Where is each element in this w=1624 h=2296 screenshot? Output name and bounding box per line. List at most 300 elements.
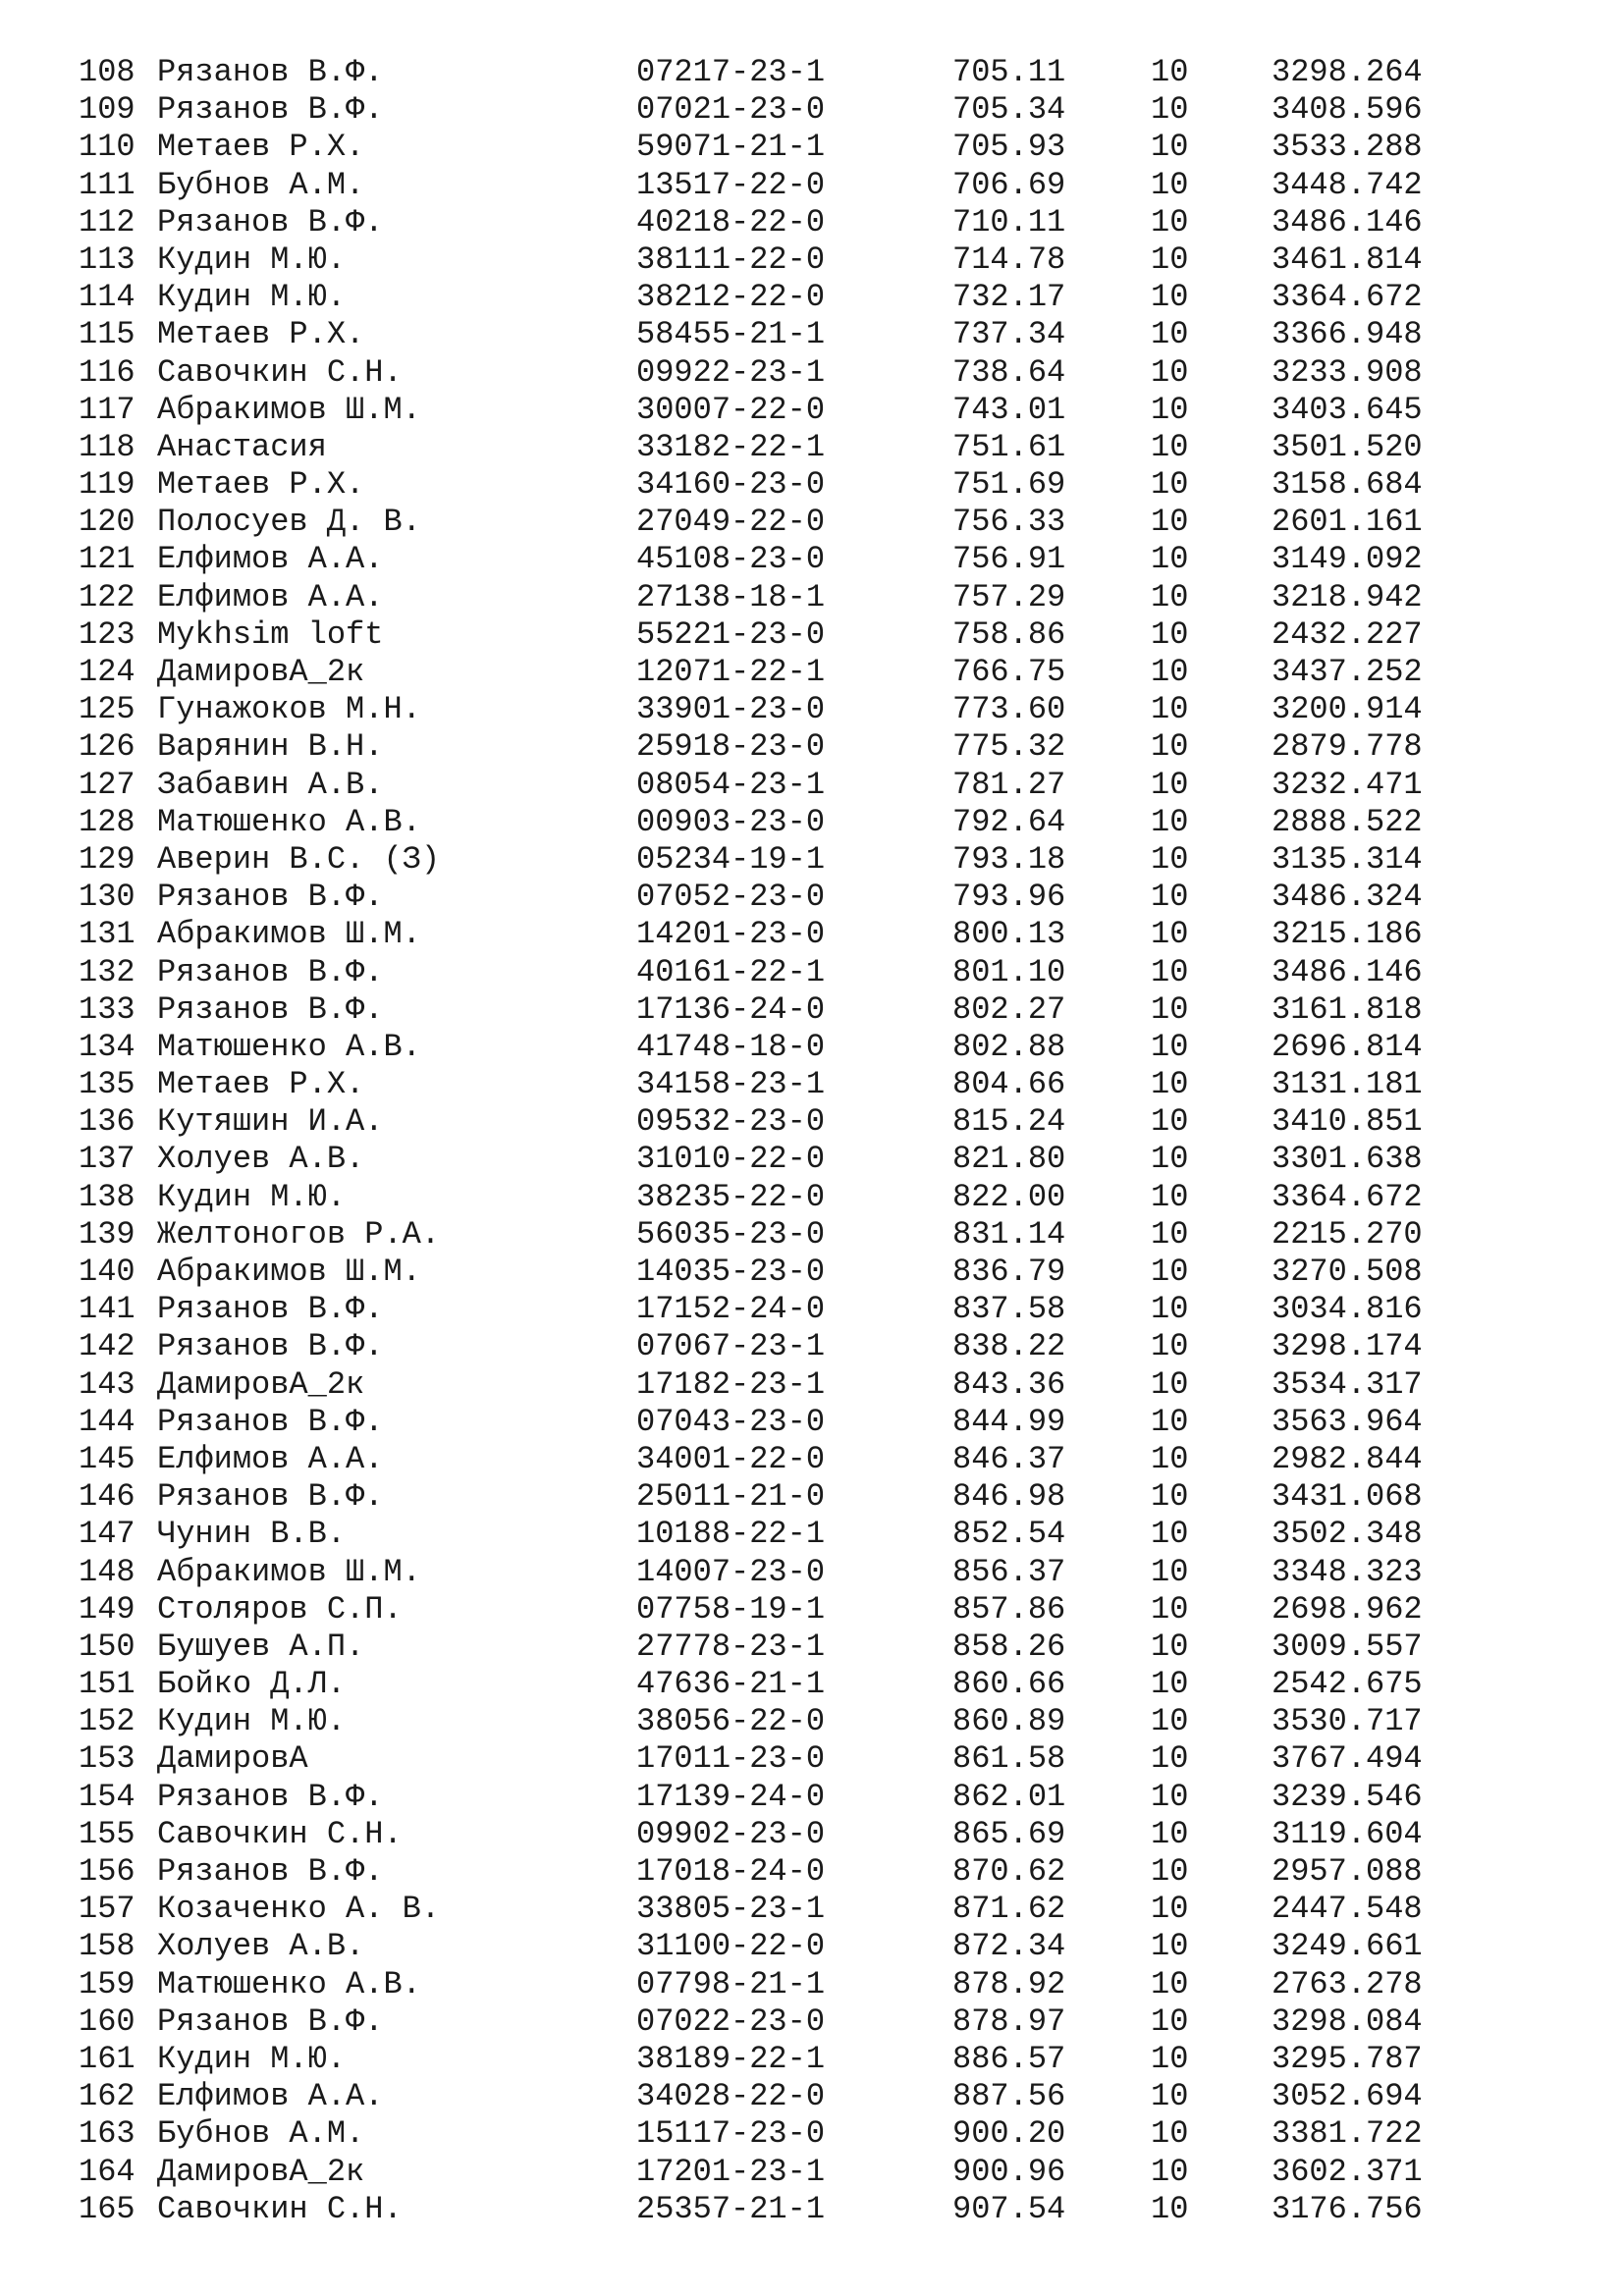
total: 2432.227 — [1272, 615, 1423, 653]
person-name: Кудин М.Ю. — [157, 279, 347, 316]
quantity: 10 — [1151, 1215, 1189, 1253]
total: 3348.323 — [1272, 1553, 1423, 1590]
person-name: Рязанов В.Ф. — [157, 1778, 384, 1815]
value: 836.79 — [952, 1254, 1066, 1290]
person-name: Варянин В.Н. — [157, 728, 384, 766]
quantity: 10 — [1151, 1328, 1189, 1365]
record-code: 34160-23-0 — [636, 466, 826, 504]
total: 3295.787 — [1272, 2040, 1423, 2077]
data-table — [0, 54, 1624, 2228]
record-code: 34001-22-0 — [636, 1440, 826, 1477]
person-name: Рязанов В.Ф. — [157, 91, 384, 129]
row-number: 118 — [79, 428, 135, 465]
row-number: 130 — [79, 879, 135, 916]
record-code: 33805-23-1 — [636, 1891, 826, 1928]
row-number: 129 — [79, 840, 135, 878]
person-name: Холуев А.В. — [157, 1928, 365, 1965]
person-name: Желтоногов Р.А. — [157, 1215, 441, 1253]
row-number: 137 — [79, 1141, 135, 1178]
person-name: Столяров С.П. — [157, 1590, 403, 1628]
quantity: 10 — [1151, 2115, 1189, 2153]
table-row — [0, 1629, 1624, 1666]
person-name: Абракимов Ш.М. — [157, 1254, 421, 1290]
record-code: 47636-21-1 — [636, 1666, 826, 1703]
record-code: 33182-22-1 — [636, 428, 826, 465]
table-row — [0, 654, 1624, 691]
person-name: Савочкин С.Н. — [157, 1815, 403, 1852]
table-row — [0, 1591, 1624, 1629]
row-number: 156 — [79, 1853, 135, 1890]
quantity: 10 — [1151, 615, 1189, 653]
table-row — [0, 91, 1624, 129]
row-number: 125 — [79, 691, 135, 728]
record-code: 27138-18-1 — [636, 578, 826, 615]
total: 3448.742 — [1272, 166, 1423, 203]
record-code: 14035-23-0 — [636, 1254, 826, 1290]
row-number: 150 — [79, 1628, 135, 1665]
quantity: 10 — [1151, 990, 1189, 1028]
row-number: 162 — [79, 2078, 135, 2115]
quantity: 10 — [1151, 1891, 1189, 1928]
row-number: 126 — [79, 728, 135, 766]
total: 3486.146 — [1272, 953, 1423, 990]
total: 3200.914 — [1272, 691, 1423, 728]
person-name: Рязанов В.Ф. — [157, 203, 384, 240]
table-row — [0, 728, 1624, 766]
quantity: 10 — [1151, 2078, 1189, 2115]
record-code: 27049-22-0 — [636, 504, 826, 541]
total: 3218.942 — [1272, 578, 1423, 615]
value: 751.69 — [952, 466, 1066, 504]
value: 886.57 — [952, 2040, 1066, 2077]
record-code: 25918-23-0 — [636, 728, 826, 766]
table-row — [0, 2191, 1624, 2228]
quantity: 10 — [1151, 1365, 1189, 1403]
row-number: 128 — [79, 803, 135, 840]
quantity: 10 — [1151, 578, 1189, 615]
record-code: 17011-23-0 — [636, 1740, 826, 1778]
value: 705.93 — [952, 129, 1066, 166]
total: 3249.661 — [1272, 1928, 1423, 1965]
quantity: 10 — [1151, 1553, 1189, 1590]
value: 766.75 — [952, 654, 1066, 690]
table-row — [0, 616, 1624, 654]
quantity: 10 — [1151, 353, 1189, 391]
record-code: 41748-18-0 — [636, 1028, 826, 1065]
row-number: 138 — [79, 1178, 135, 1215]
person-name: Кудин М.Ю. — [157, 1178, 347, 1215]
quantity: 10 — [1151, 1516, 1189, 1553]
quantity: 10 — [1151, 879, 1189, 916]
table-row — [0, 1740, 1624, 1778]
quantity: 10 — [1151, 840, 1189, 878]
record-code: 07022-23-0 — [636, 2002, 826, 2040]
total: 3158.684 — [1272, 466, 1423, 504]
person-name: Анастасия — [157, 428, 327, 465]
quantity: 10 — [1151, 1066, 1189, 1103]
quantity: 10 — [1151, 953, 1189, 990]
table-row — [0, 1291, 1624, 1328]
total: 2879.778 — [1272, 728, 1423, 766]
value: 831.14 — [952, 1215, 1066, 1253]
value: 878.97 — [952, 2002, 1066, 2040]
table-row — [0, 1179, 1624, 1216]
record-code: 07052-23-0 — [636, 879, 826, 916]
value: 756.91 — [952, 541, 1066, 578]
record-code: 15117-23-0 — [636, 2115, 826, 2153]
total: 3298.264 — [1272, 54, 1423, 90]
total: 3437.252 — [1272, 654, 1423, 690]
quantity: 10 — [1151, 166, 1189, 203]
total: 3298.174 — [1272, 1328, 1423, 1365]
total: 3530.717 — [1272, 1703, 1423, 1740]
table-row — [0, 2115, 1624, 2153]
table-row — [0, 167, 1624, 204]
record-code: 58455-21-1 — [636, 316, 826, 353]
row-number: 116 — [79, 353, 135, 391]
row-number: 113 — [79, 240, 135, 278]
person-name: Рязанов В.Ф. — [157, 54, 384, 90]
value: 843.36 — [952, 1365, 1066, 1403]
table-row — [0, 504, 1624, 541]
table-row — [0, 1066, 1624, 1103]
total: 3366.948 — [1272, 316, 1423, 353]
record-code: 59071-21-1 — [636, 129, 826, 166]
value: 802.88 — [952, 1028, 1066, 1065]
value: 775.32 — [952, 728, 1066, 766]
record-code: 17182-23-1 — [636, 1365, 826, 1403]
record-code: 12071-22-1 — [636, 654, 826, 690]
value: 706.69 — [952, 166, 1066, 203]
value: 846.37 — [952, 1440, 1066, 1477]
row-number: 160 — [79, 2002, 135, 2040]
record-code: 17136-24-0 — [636, 990, 826, 1028]
person-name: Бушуев А.П. — [157, 1628, 365, 1665]
person-name: Холуев А.В. — [157, 1141, 365, 1178]
value: 705.34 — [952, 91, 1066, 129]
value: 862.01 — [952, 1778, 1066, 1815]
person-name: ДамировА — [157, 1740, 308, 1778]
person-name: Абракимов Ш.М. — [157, 1553, 421, 1590]
total: 3270.508 — [1272, 1254, 1423, 1290]
person-name: ДамировА_2к — [157, 654, 365, 690]
row-number: 117 — [79, 391, 135, 428]
value: 846.98 — [952, 1478, 1066, 1516]
value: 878.92 — [952, 1965, 1066, 2002]
value: 773.60 — [952, 691, 1066, 728]
total: 3149.092 — [1272, 541, 1423, 578]
record-code: 07758-19-1 — [636, 1590, 826, 1628]
record-code: 08054-23-1 — [636, 766, 826, 803]
total: 2888.522 — [1272, 803, 1423, 840]
row-number: 146 — [79, 1478, 135, 1516]
table-row — [0, 1216, 1624, 1254]
total: 3233.908 — [1272, 353, 1423, 391]
record-code: 10188-22-1 — [636, 1516, 826, 1553]
record-code: 38056-22-0 — [636, 1703, 826, 1740]
record-code: 38235-22-0 — [636, 1178, 826, 1215]
table-row — [0, 1703, 1624, 1740]
table-row — [0, 954, 1624, 991]
value: 710.11 — [952, 203, 1066, 240]
total: 3364.672 — [1272, 279, 1423, 316]
person-name: Метаев Р.Х. — [157, 316, 365, 353]
total: 2698.962 — [1272, 1590, 1423, 1628]
record-code: 31010-22-0 — [636, 1141, 826, 1178]
person-name: Забавин А.В. — [157, 766, 384, 803]
table-row — [0, 2078, 1624, 2115]
person-name: Елфимов А.А. — [157, 541, 384, 578]
table-row — [0, 541, 1624, 578]
record-code: 14201-23-0 — [636, 916, 826, 953]
total: 3410.851 — [1272, 1103, 1423, 1141]
table-row — [0, 1666, 1624, 1703]
person-name: Рязанов В.Ф. — [157, 953, 384, 990]
quantity: 10 — [1151, 279, 1189, 316]
row-number: 155 — [79, 1815, 135, 1852]
total: 3131.181 — [1272, 1066, 1423, 1103]
quantity: 10 — [1151, 1778, 1189, 1815]
record-code: 34028-22-0 — [636, 2078, 826, 2115]
total: 3486.146 — [1272, 203, 1423, 240]
table-row — [0, 991, 1624, 1029]
row-number: 154 — [79, 1778, 135, 1815]
person-name: Рязанов В.Ф. — [157, 2002, 384, 2040]
quantity: 10 — [1151, 1815, 1189, 1852]
value: 822.00 — [952, 1178, 1066, 1215]
record-code: 25011-21-0 — [636, 1478, 826, 1516]
value: 714.78 — [952, 240, 1066, 278]
quantity: 10 — [1151, 1965, 1189, 2002]
table-row — [0, 1254, 1624, 1291]
record-code: 17201-23-1 — [636, 2153, 826, 2190]
table-row — [0, 879, 1624, 916]
table-row — [0, 1779, 1624, 1816]
quantity: 10 — [1151, 1440, 1189, 1477]
person-name: Mykhsim loft — [157, 615, 384, 653]
value: 858.26 — [952, 1628, 1066, 1665]
quantity: 10 — [1151, 2190, 1189, 2227]
row-number: 115 — [79, 316, 135, 353]
row-number: 136 — [79, 1103, 135, 1141]
person-name: Матюшенко А.В. — [157, 1965, 421, 2002]
person-name: Рязанов В.Ф. — [157, 990, 384, 1028]
person-name: Полосуев Д. В. — [157, 504, 421, 541]
value: 800.13 — [952, 916, 1066, 953]
person-name: Матюшенко А.В. — [157, 803, 421, 840]
table-row — [0, 204, 1624, 241]
person-name: Елфимов А.А. — [157, 578, 384, 615]
row-number: 163 — [79, 2115, 135, 2153]
person-name: Рязанов В.Ф. — [157, 1403, 384, 1440]
table-row — [0, 2041, 1624, 2078]
person-name: Матюшенко А.В. — [157, 1028, 421, 1065]
person-name: ДамировА_2к — [157, 1365, 365, 1403]
person-name: Метаев Р.Х. — [157, 1066, 365, 1103]
person-name: Кудин М.Ю. — [157, 1703, 347, 1740]
record-code: 07043-23-0 — [636, 1403, 826, 1440]
total: 3461.814 — [1272, 240, 1423, 278]
table-row — [0, 1029, 1624, 1066]
total: 3364.672 — [1272, 1178, 1423, 1215]
value: 857.86 — [952, 1590, 1066, 1628]
record-code: 17152-24-0 — [636, 1291, 826, 1328]
total: 2601.161 — [1272, 504, 1423, 541]
total: 3431.068 — [1272, 1478, 1423, 1516]
row-number: 151 — [79, 1666, 135, 1703]
value: 844.99 — [952, 1403, 1066, 1440]
table-row — [0, 804, 1624, 841]
person-name: Бубнов А.М. — [157, 166, 365, 203]
table-row — [0, 129, 1624, 166]
row-number: 159 — [79, 1965, 135, 2002]
total: 3767.494 — [1272, 1740, 1423, 1778]
quantity: 10 — [1151, 1853, 1189, 1890]
table-row — [0, 1103, 1624, 1141]
value: 705.11 — [952, 54, 1066, 90]
value: 872.34 — [952, 1928, 1066, 1965]
record-code: 56035-23-0 — [636, 1215, 826, 1253]
value: 887.56 — [952, 2078, 1066, 2115]
quantity: 10 — [1151, 766, 1189, 803]
row-number: 153 — [79, 1740, 135, 1778]
total: 3176.756 — [1272, 2190, 1423, 2227]
table-row — [0, 916, 1624, 953]
record-code: 40161-22-1 — [636, 953, 826, 990]
table-row — [0, 1853, 1624, 1891]
record-code: 13517-22-0 — [636, 166, 826, 203]
person-name: Елфимов А.А. — [157, 1440, 384, 1477]
person-name: ДамировА_2к — [157, 2153, 365, 2190]
record-code: 25357-21-1 — [636, 2190, 826, 2227]
total: 3301.638 — [1272, 1141, 1423, 1178]
row-number: 157 — [79, 1891, 135, 1928]
value: 732.17 — [952, 279, 1066, 316]
value: 865.69 — [952, 1815, 1066, 1852]
value: 860.66 — [952, 1666, 1066, 1703]
quantity: 10 — [1151, 240, 1189, 278]
quantity: 10 — [1151, 1478, 1189, 1516]
row-number: 109 — [79, 91, 135, 129]
quantity: 10 — [1151, 654, 1189, 690]
table-row — [0, 1554, 1624, 1591]
row-number: 144 — [79, 1403, 135, 1440]
table-row — [0, 392, 1624, 429]
value: 793.96 — [952, 879, 1066, 916]
total: 3381.722 — [1272, 2115, 1423, 2153]
total: 3034.816 — [1272, 1291, 1423, 1328]
quantity: 10 — [1151, 1103, 1189, 1141]
total: 3534.317 — [1272, 1365, 1423, 1403]
person-name: Абракимов Ш.М. — [157, 916, 421, 953]
total: 3563.964 — [1272, 1403, 1423, 1440]
value: 804.66 — [952, 1066, 1066, 1103]
value: 781.27 — [952, 766, 1066, 803]
total: 2957.088 — [1272, 1853, 1423, 1890]
value: 737.34 — [952, 316, 1066, 353]
record-code: 27778-23-1 — [636, 1628, 826, 1665]
value: 900.96 — [952, 2153, 1066, 2190]
record-code: 17139-24-0 — [636, 1778, 826, 1815]
quantity: 10 — [1151, 1703, 1189, 1740]
value: 802.27 — [952, 990, 1066, 1028]
person-name: Рязанов В.Ф. — [157, 1853, 384, 1890]
value: 871.62 — [952, 1891, 1066, 1928]
value: 838.22 — [952, 1328, 1066, 1365]
value: 907.54 — [952, 2190, 1066, 2227]
table-row — [0, 279, 1624, 316]
row-number: 143 — [79, 1365, 135, 1403]
table-row — [0, 316, 1624, 353]
total: 3502.348 — [1272, 1516, 1423, 1553]
table-row — [0, 1928, 1624, 1965]
row-number: 140 — [79, 1254, 135, 1290]
value: 758.86 — [952, 615, 1066, 653]
row-number: 119 — [79, 466, 135, 504]
quantity: 10 — [1151, 91, 1189, 129]
row-number: 120 — [79, 504, 135, 541]
row-number: 133 — [79, 990, 135, 1028]
quantity: 10 — [1151, 2040, 1189, 2077]
table-row — [0, 1516, 1624, 1553]
person-name: Рязанов В.Ф. — [157, 1291, 384, 1328]
record-code: 14007-23-0 — [636, 1553, 826, 1590]
value: 856.37 — [952, 1553, 1066, 1590]
person-name: Бубнов А.М. — [157, 2115, 365, 2153]
row-number: 114 — [79, 279, 135, 316]
table-row — [0, 691, 1624, 728]
table-row — [0, 1816, 1624, 1853]
total: 3052.694 — [1272, 2078, 1423, 2115]
row-number: 147 — [79, 1516, 135, 1553]
row-number: 148 — [79, 1553, 135, 1590]
value: 757.29 — [952, 578, 1066, 615]
row-number: 123 — [79, 615, 135, 653]
value: 815.24 — [952, 1103, 1066, 1141]
row-number: 132 — [79, 953, 135, 990]
value: 900.20 — [952, 2115, 1066, 2153]
total: 3232.471 — [1272, 766, 1423, 803]
table-row — [0, 1328, 1624, 1365]
quantity: 10 — [1151, 541, 1189, 578]
row-number: 134 — [79, 1028, 135, 1065]
row-number: 108 — [79, 54, 135, 90]
quantity: 10 — [1151, 203, 1189, 240]
quantity: 10 — [1151, 1666, 1189, 1703]
record-code: 07798-21-1 — [636, 1965, 826, 2002]
person-name: Чунин В.В. — [157, 1516, 347, 1553]
row-number: 145 — [79, 1440, 135, 1477]
quantity: 10 — [1151, 54, 1189, 90]
value: 861.58 — [952, 1740, 1066, 1778]
table-row — [0, 1891, 1624, 1928]
row-number: 152 — [79, 1703, 135, 1740]
person-name: Козаченко А. В. — [157, 1891, 441, 1928]
quantity: 10 — [1151, 916, 1189, 953]
total: 3403.645 — [1272, 391, 1423, 428]
total: 2447.548 — [1272, 1891, 1423, 1928]
total: 3486.324 — [1272, 879, 1423, 916]
row-number: 161 — [79, 2040, 135, 2077]
quantity: 10 — [1151, 728, 1189, 766]
value: 860.89 — [952, 1703, 1066, 1740]
record-code: 33901-23-0 — [636, 691, 826, 728]
record-code: 31100-22-0 — [636, 1928, 826, 1965]
row-number: 122 — [79, 578, 135, 615]
table-row — [0, 241, 1624, 279]
total: 3298.084 — [1272, 2002, 1423, 2040]
row-number: 149 — [79, 1590, 135, 1628]
